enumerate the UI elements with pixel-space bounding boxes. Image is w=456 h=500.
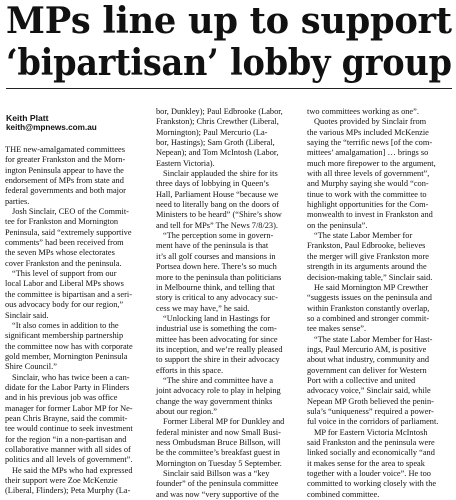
headline-rule: [6, 88, 452, 89]
article-line: Mornington on Tuesday 5 September.: [156, 458, 282, 468]
article-line: tee for Frankston and Mornington: [5, 217, 119, 227]
article-paragraph: [5, 207, 150, 269]
article-line: need to literally bang on the doors of: [156, 200, 280, 210]
article-line: it’s all golf courses and mansions in: [156, 251, 276, 261]
author-name: Keith Platt: [6, 113, 49, 123]
article-line: Nepean MP Groth believed the penin-: [307, 396, 434, 406]
article-line: significant membership partnership: [5, 331, 124, 341]
article-line: gold member, Mornington Peninsula: [5, 351, 128, 361]
article-line: and in his previous job was office: [5, 393, 118, 403]
article-line: ous advocacy body for our region,”: [5, 300, 124, 310]
article-line: Sinclair said.: [5, 310, 49, 320]
article-line: for greater Frankston and the Morn-: [5, 155, 126, 165]
article-line: “It also comes in addition to the: [12, 320, 119, 330]
article-line: joint advocacy role to play in helping: [156, 386, 281, 396]
article-paragraph: [307, 283, 452, 335]
article-line: parties.: [5, 196, 30, 206]
article-line: Eastern Victoria).: [156, 158, 215, 168]
article-line: industrial use is something the com-: [156, 324, 277, 334]
article-line: “The state Labor Member for Hast-: [314, 334, 433, 344]
article-line: He said Mornington MP Crewther: [314, 282, 429, 292]
article-column-3: [307, 107, 452, 500]
article-line: the various MPs included McKenzie: [307, 127, 429, 137]
article-paragraph: [307, 117, 452, 231]
article-paragraph: [156, 169, 301, 231]
article-paragraph: [5, 466, 150, 497]
article-line: federal minister and now Small Busi-: [156, 427, 281, 437]
article-paragraph: [156, 107, 301, 169]
article-line: Sinclair applauded the shire for its: [163, 169, 278, 179]
article-line: in Melbourne think, and telling that: [156, 282, 275, 292]
article-line: Port with a collective and united: [307, 375, 416, 385]
article-column-1: [5, 145, 150, 497]
article-paragraph: [307, 107, 452, 117]
article-line: the committee now has with corporate: [5, 341, 133, 351]
article-line: Frankston, Paul Edbrooke, believes: [307, 241, 426, 251]
article-line: mittee has been advocating for since: [156, 334, 278, 344]
article-line: the committee is bipartisan and a seri-: [5, 289, 132, 299]
article-line: Portsea down here. There’s so much: [156, 262, 277, 272]
article-line: federal governments and both major: [5, 186, 126, 196]
article-line: cover Frankston and the peninsula.: [5, 258, 122, 268]
article-column-2: [156, 107, 301, 500]
article-line: efforts in this space.: [156, 365, 224, 375]
article-line: more to the peninsula than politicians: [156, 272, 282, 282]
article-line: and was now “very supportive of the: [156, 489, 279, 499]
article-line: on the peninsula”.: [307, 220, 368, 230]
article-line: and tell for MPs” The News 7/8/23).: [156, 220, 278, 230]
article-line: so a combined and stronger commit-: [307, 313, 430, 323]
article-line: pean Chris Brayne, said the commit-: [5, 413, 128, 423]
article-line: its inception, and we’re really pleased: [156, 344, 283, 354]
article-paragraph: [307, 335, 452, 428]
article-line: endorsement of MPs from state and: [5, 176, 124, 186]
article-line: “The perception some in govern-: [163, 231, 274, 241]
article-paragraph: [156, 231, 301, 314]
article-line: saying the “terrific news [of the com-: [307, 138, 433, 148]
article-paragraph: [5, 269, 150, 321]
article-line: manager for former Labor MP for Ne-: [5, 403, 133, 413]
article-line: comments” had been received from: [5, 238, 124, 248]
article-line: it makes sense for the area to speak: [307, 458, 425, 468]
article-line: cess we may have,” he said.: [156, 303, 250, 313]
article-line: the merger will give Frankston more: [307, 251, 429, 261]
article-line: be the committee’s breakfast guest in: [156, 448, 280, 458]
article-paragraph: [156, 417, 301, 469]
article-line: MP for Eastern Victoria McIntosh: [314, 427, 428, 437]
article-line: politics and all levels of government”.: [5, 455, 133, 465]
article-line: highlight opportunities for the Com-: [307, 200, 429, 210]
article-line: decision-making table,” Sinclair said.: [307, 272, 433, 282]
article-line: “This level of support from our: [12, 269, 117, 279]
article-line: bor, Dunkley); Paul Edbrooke (Labor,: [156, 107, 283, 116]
article-line: tinue to work with the committee to: [307, 189, 427, 199]
article-line: bor, Hastings); Sam Groth (Liberal,: [156, 138, 275, 148]
article-line: tee makes sense”.: [307, 324, 367, 334]
article-line: (Liberal, Flinders); Peta Murphy (La-: [5, 486, 131, 496]
article-line: Former Liberal MP for Dunkley and: [163, 417, 285, 427]
article-line: founder” of the peninsula committee: [156, 479, 279, 489]
article-line: He said the MPs who had expressed: [12, 465, 133, 475]
article-line: monwealth to invest in Frankston and: [307, 210, 433, 220]
article-line: collaborative manner with all sides of: [5, 444, 131, 454]
article-line: didate for the Labor Party in Flinders: [5, 382, 130, 392]
article-line: ness Ombudsman Bruce Billson, will: [156, 438, 281, 447]
article-line: within Frankston constantly overlap,: [307, 303, 430, 313]
article-paragraph: [156, 376, 301, 417]
article-paragraph: [156, 469, 301, 500]
article-line: to support the shire in their advocacy: [156, 355, 280, 365]
article-line: sula’s “uniqueness” required a power-: [307, 406, 434, 416]
article-line: Nepean); and Tom McIntosh (Labor,: [156, 148, 279, 158]
article-line: three days of lobbying in Queen’s: [156, 179, 269, 189]
article-line: said Frankston and the peninsula were: [307, 438, 435, 447]
article-line: the seven MPs whose electorates: [5, 248, 115, 258]
headline-line-2: ‘bipartisan’ lobby group: [6, 41, 452, 84]
article-line: linked socially and economically “and: [307, 448, 435, 458]
article-line: “The state Labor Member for: [314, 231, 413, 241]
article-line: mittees’ amalgamation] … brings so: [307, 148, 429, 158]
headline-line-1: MPs line up to support: [6, 0, 452, 42]
article-line: for the region “in a non-partisan and: [5, 434, 127, 444]
article-line: and Murphy saying she would “con-: [307, 179, 429, 189]
article-line: about our region.”: [156, 406, 217, 416]
article-line: “Unlocking land in Hastings for: [163, 313, 271, 323]
article-line: committed to working closely with the: [307, 479, 437, 489]
article-line: Josh Sinclair, CEO of the Commit-: [12, 207, 129, 217]
article-paragraph: [307, 231, 452, 283]
article-line: about what industry, community and: [307, 355, 430, 365]
headline: [6, 0, 452, 84]
article-line: Sinclair said Billson was a “key: [163, 469, 270, 479]
byline: [6, 113, 146, 133]
article-line: advocacy voice,” Sinclair said, while: [307, 386, 431, 396]
article-line: Mornington); Paul Mercurio (La-: [156, 127, 268, 137]
article-line: together with a louder voice”. He too: [307, 469, 431, 479]
article-line: tee would continue to seek investment: [5, 424, 133, 434]
article-line: Peninsula, said “extremely supportive: [5, 227, 132, 237]
article-line: ment have of the peninsula is that: [156, 241, 269, 251]
article-line: THE new-amalgamated committees: [5, 145, 126, 154]
article-line: two committees working as one”.: [307, 107, 419, 116]
article-line: ings, Paul Mercurio AM, is positive: [307, 344, 427, 354]
article-line: with all three levels of government”,: [307, 169, 430, 179]
article-paragraph: [5, 145, 150, 207]
article-paragraph: [5, 321, 150, 373]
article-line: Frankston); Chris Crewther (Liberal,: [156, 117, 279, 127]
article-paragraph: [5, 373, 150, 466]
article-line: Shire Council.”: [5, 362, 57, 372]
article-line: Sinclair, who has twice been a can-: [12, 372, 130, 382]
article-line: Quotes provided by Sinclair from: [314, 117, 427, 127]
article-line: much more firepower to the argument,: [307, 158, 436, 168]
article-line: story is critical to any advocacy suc-: [156, 293, 278, 303]
article-line: Hall, Parliament House “because we: [156, 189, 279, 199]
author-email: keith@mpnews.com.au: [6, 123, 97, 132]
article-paragraph: [156, 314, 301, 376]
article-line: strength in its arguments around the: [307, 262, 427, 272]
article-line: change the way government thinks: [156, 396, 273, 406]
article-line: ington Peninsula appear to have the: [5, 165, 124, 175]
article-line: Ministers to be heard” (“Shire’s show: [156, 210, 282, 220]
article-line: their support were Zoe McKenzie: [5, 476, 118, 485]
article-line: local Labor and Liberal MPs shows: [5, 279, 124, 289]
article-line: combined committee.: [307, 489, 380, 499]
article-line: “suggests issues on the peninsula and: [307, 293, 432, 303]
article-line: “The shire and committee have a: [163, 375, 274, 385]
article-line: government can deliver for Western: [307, 365, 427, 375]
article-line: ful voice in the corridors of parliament.: [307, 417, 439, 427]
article-paragraph: [307, 428, 452, 500]
